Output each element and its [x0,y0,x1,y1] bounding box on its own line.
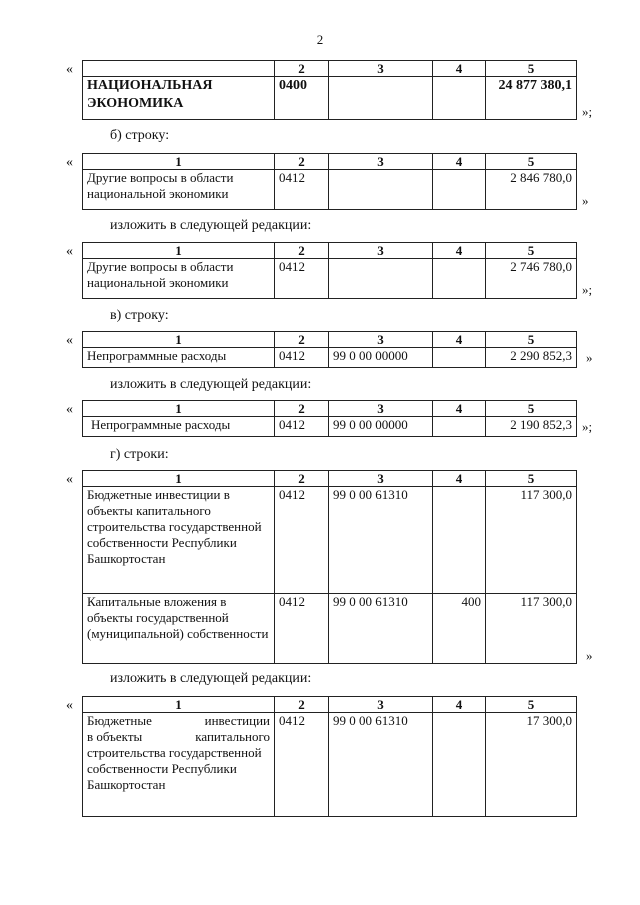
header-cell-5: 5 [486,154,577,170]
row-code: 0412 [275,713,329,817]
header-cell-5: 5 [486,61,577,77]
header-cell-1 [83,61,275,77]
header-cell-4: 4 [433,154,486,170]
header-cell-2: 2 [275,243,329,259]
row-target: 99 0 00 61310 [329,487,433,594]
row-target [329,170,433,210]
row-amount: 24 877 380,1 [486,77,577,120]
caption-g-new: изложить в следующей редакции: [110,671,312,686]
header-cell-2: 2 [275,332,329,348]
row-code: 0412 [275,417,329,437]
row-name: Капитальные вложения в объекты государственной (муниципальной) собственности [83,594,275,664]
quote-close: »; [582,282,593,297]
header-cell-2: 2 [275,154,329,170]
row-code: 0412 [275,170,329,210]
header-cell-5: 5 [486,471,577,487]
header-cell-5: 5 [486,697,577,713]
table-b-old [82,153,577,210]
header-cell-3: 3 [329,332,433,348]
header-cell-2: 2 [275,471,329,487]
row-code: 0412 [275,348,329,368]
word: в объекты [87,729,143,744]
row-name: НАЦИОНАЛЬНАЯ ЭКОНОМИКА [83,77,275,120]
word: капитального [195,729,270,744]
name-line-2 [87,729,270,745]
table-g-new [82,696,577,817]
row-amount: 117 300,0 [486,594,577,664]
caption-v-new: изложить в следующей редакции: [110,377,312,392]
header-cell-1: 1 [83,471,275,487]
quote-open: « [66,698,73,713]
row-amount: 2 746 780,0 [486,259,577,299]
header-cell-1: 1 [83,697,275,713]
row-name: Другие вопросы в области национальной экономики [83,259,275,299]
row-target: 99 0 00 00000 [329,417,433,437]
quote-close: » [586,648,593,663]
row-code: 0412 [275,594,329,664]
row-type [433,170,486,210]
header-cell-4: 4 [433,471,486,487]
header-cell-4: 4 [433,243,486,259]
row-amount: 2 290 852,3 [486,348,577,368]
caption-b: б) строку: [110,128,170,143]
header-cell-5: 5 [486,401,577,417]
quote-open: « [66,333,73,348]
header-cell-5: 5 [486,243,577,259]
caption-b-new: изложить в следующей редакции: [110,218,312,233]
header-cell-1: 1 [83,154,275,170]
row-name [83,713,275,817]
header-cell-3: 3 [329,697,433,713]
quote-close: »; [582,104,593,119]
name-rest: строительства государственной собственности Республики Башкортостан [87,745,262,792]
header-cell-3: 3 [329,243,433,259]
row-type [433,487,486,594]
row-target [329,77,433,120]
header-cell-1: 1 [83,243,275,259]
row-code: 0400 [275,77,329,120]
row-code: 0412 [275,259,329,299]
row-type [433,259,486,299]
caption-g: г) строки: [110,447,169,462]
table-national-economy [82,60,577,120]
quote-close: »; [582,419,593,434]
header-cell-5: 5 [486,332,577,348]
quote-open: « [66,244,73,259]
table-v-old [82,331,577,368]
header-cell-3: 3 [329,471,433,487]
quote-open: « [66,155,73,170]
word: Бюджетные [87,713,152,728]
row-name: Непрограммные расходы [83,348,275,368]
header-cell-1: 1 [83,401,275,417]
row-amount: 117 300,0 [486,487,577,594]
table-g-old [82,470,577,664]
word: инвестиции [204,713,270,728]
quote-close: » [582,193,589,208]
row-name: Бюджетные инвестиции в объекты капитального строительства государственной собственности Республики Башкортостан [83,487,275,594]
header-cell-4: 4 [433,332,486,348]
header-cell-4: 4 [433,697,486,713]
row-amount: 2 190 852,3 [486,417,577,437]
row-name: Непрограммные расходы [83,417,275,437]
header-cell-4: 4 [433,401,486,417]
header-cell-3: 3 [329,61,433,77]
row-amount: 2 846 780,0 [486,170,577,210]
header-cell-2: 2 [275,61,329,77]
quote-open: « [66,402,73,417]
row-code: 0412 [275,487,329,594]
table-b-new [82,242,577,299]
row-type [433,417,486,437]
row-type: 400 [433,594,486,664]
header-cell-2: 2 [275,697,329,713]
row-target: 99 0 00 61310 [329,713,433,817]
name-line-1 [87,713,270,729]
row-target [329,259,433,299]
header-cell-2: 2 [275,401,329,417]
table-v-new [82,400,577,437]
caption-v: в) строку: [110,308,169,323]
row-type [433,77,486,120]
header-cell-4: 4 [433,61,486,77]
header-cell-1: 1 [83,332,275,348]
header-cell-3: 3 [329,401,433,417]
row-target: 99 0 00 61310 [329,594,433,664]
row-target: 99 0 00 00000 [329,348,433,368]
row-type [433,348,486,368]
quote-open: « [66,472,73,487]
row-name: Другие вопросы в области национальной экономики [83,170,275,210]
quote-close: » [586,350,593,365]
header-cell-3: 3 [329,154,433,170]
row-type [433,713,486,817]
page-number: 2 [316,32,324,47]
quote-open: « [66,62,73,77]
row-amount: 17 300,0 [486,713,577,817]
